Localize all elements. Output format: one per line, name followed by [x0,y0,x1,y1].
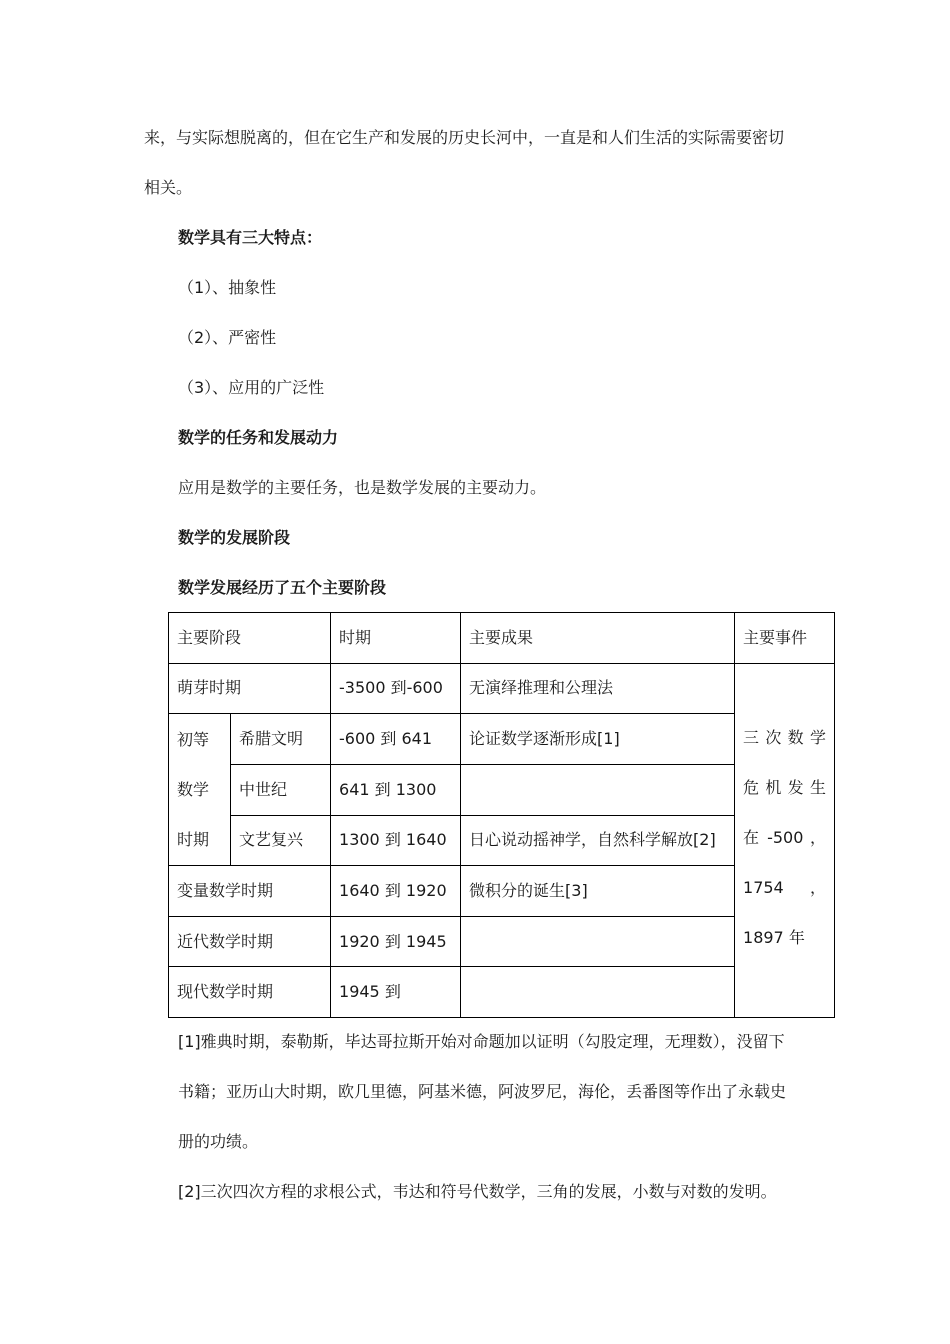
period-cell: 1300 到 1640 [331,815,461,866]
stage-cell: 变量数学时期 [169,866,331,917]
substage-cell: 希腊文明 [231,714,331,765]
note-1-line-1: [1]雅典时期，泰勒斯，毕达哥拉斯开始对命题加以证明（勾股定理，无理数），没留下 [178,1032,785,1051]
event-line: 危机发生 [743,777,827,797]
feature-item: （2）、严密性 [178,328,277,347]
feature-item: （3）、应用的广泛性 [178,378,325,397]
group-label: 时期 [177,829,210,849]
event-line: 三次数学 [743,727,827,747]
elementary-group-cell [169,714,231,866]
table-row [169,663,835,714]
task-heading: 数学的任务和发展动力 [178,428,339,447]
table-header-row [169,613,835,664]
feature-item: （1）、抽象性 [178,278,277,297]
stage-cell: 萌芽时期 [169,663,331,714]
result-cell: 无演绎推理和公理法 [461,663,735,714]
table-title: 数学发展经历了五个主要阶段 [178,578,387,597]
stages-table [168,612,835,1018]
note-1-line-3: 册的功绩。 [178,1132,259,1151]
header-cell: 主要成果 [461,613,735,664]
result-cell: 微积分的诞生[3] [461,866,735,917]
group-label: 数学 [177,779,210,799]
result-cell: 论证数学逐渐形成[1] [461,714,735,765]
stage-cell: 近代数学时期 [169,916,331,967]
period-cell: 641 到 1300 [331,764,461,815]
intro-line-2: 相关。 [144,178,193,197]
substage-cell: 中世纪 [231,764,331,815]
events-cell [735,663,835,1017]
header-cell: 时期 [331,613,461,664]
event-line: 1897 年 [743,927,805,947]
note-2: [2]三次四次方程的求根公式，韦达和符号代数学，三角的发展，小数与对数的发明。 [178,1182,777,1201]
header-cell: 主要事件 [735,613,835,664]
result-cell [461,967,735,1018]
result-cell [461,764,735,815]
stages-heading: 数学的发展阶段 [178,528,291,547]
header-cell: 主要阶段 [169,613,331,664]
stage-cell: 现代数学时期 [169,967,331,1018]
period-cell: 1945 到 [331,967,461,1018]
note-1-line-2: 书籍；亚历山大时期，欧几里德，阿基米德，阿波罗尼，海伦，丢番图等作出了永载史 [178,1082,787,1101]
period-cell: 1920 到 1945 [331,916,461,967]
features-heading: 数学具有三大特点： [178,228,323,247]
result-cell: 日心说动摇神学，自然科学解放[2] [461,815,735,866]
task-text: 应用是数学的主要任务，也是数学发展的主要动力。 [178,478,547,497]
substage-cell: 文艺复兴 [231,815,331,866]
result-cell [461,916,735,967]
period-cell: -600 到 641 [331,714,461,765]
period-cell: -3500 到-600 [331,663,461,714]
period-cell: 1640 到 1920 [331,866,461,917]
event-line: 1754 ， [743,877,827,897]
group-label: 初等 [177,729,210,749]
event-line: 在 -500 ， [743,827,827,847]
intro-line-1: 来，与实际想脱离的，但在它生产和发展的历史长河中，一直是和人们生活的实际需要密切 [144,128,785,147]
